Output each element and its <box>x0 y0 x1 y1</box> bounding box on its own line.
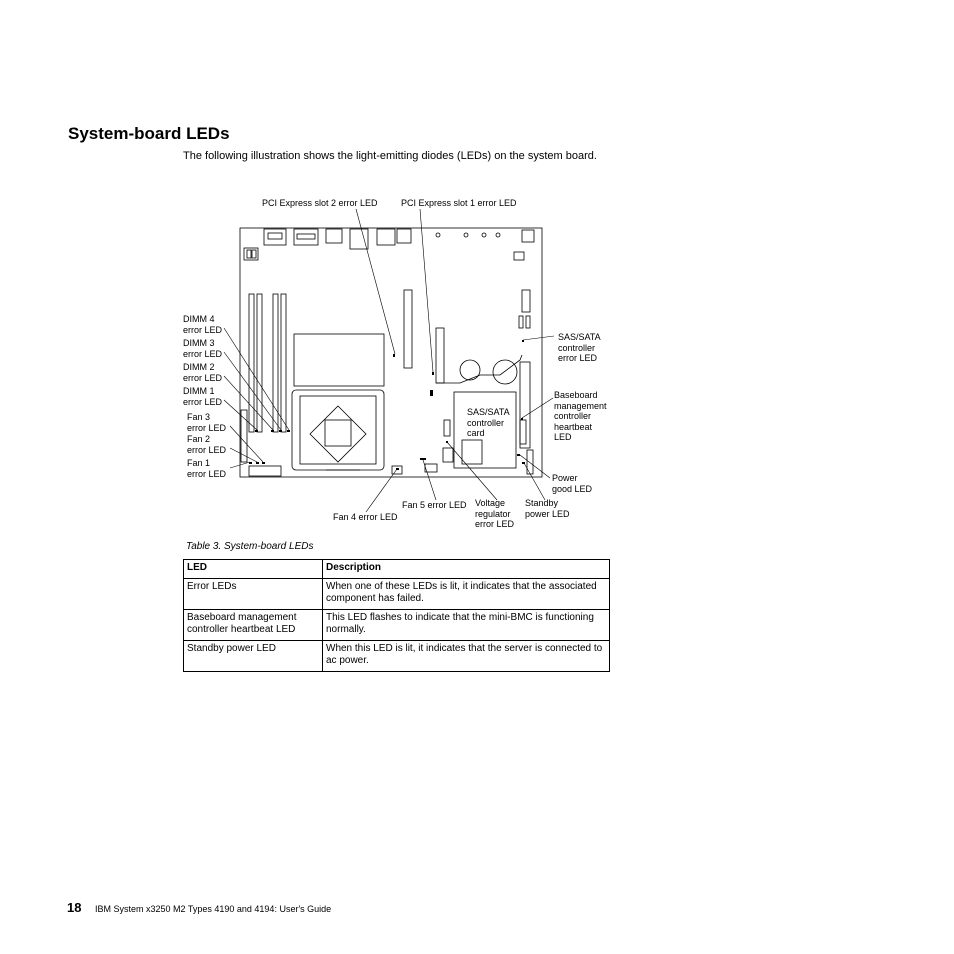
callout-dimm-1-error-led: DIMM 1 error LED <box>183 386 223 407</box>
footer-text: IBM System x3250 M2 Types 4190 and 4194: User's Guide <box>95 904 332 914</box>
cell-description: When this LED is lit, it indicates that the server is connected to ac power. <box>323 640 610 671</box>
callout-fan-4-error-led: Fan 4 error LED <box>333 512 398 522</box>
callout-dimm-3-error-led: DIMM 3 error LED <box>183 338 223 359</box>
callout-fan-2-error-led: Fan 2 error LED <box>187 434 227 455</box>
section-title: System-board LEDs <box>68 124 230 143</box>
callout-voltage-regulator-error-led: Voltage regulator error LED <box>475 498 515 529</box>
system-board-leds-table <box>183 559 610 672</box>
callout-pci-slot-1-error-led: PCI Express slot 1 error LED <box>401 198 517 208</box>
callout-dimm-2-error-led: DIMM 2 error LED <box>183 362 223 383</box>
callout-fan-3-error-led: Fan 3 error LED <box>187 412 227 433</box>
table-header-row <box>184 560 610 579</box>
table-row <box>184 578 610 609</box>
callout-standby-power-led: Standby power LED <box>525 498 570 519</box>
cell-led: Baseboard management controller heartbeat LED <box>184 609 323 640</box>
header-description: Description <box>323 560 610 579</box>
callout-sas-sata-controller-card: SAS/SATA controller card <box>467 407 510 438</box>
callout-fan-1-error-led: Fan 1 error LED <box>187 458 227 479</box>
callout-fan-5-error-led: Fan 5 error LED <box>402 500 467 510</box>
callout-sas-sata-controller-error-led: SAS/SATA controller error LED <box>558 332 601 363</box>
callout-dimm-4-error-led: DIMM 4 error LED <box>183 314 223 335</box>
header-led: LED <box>184 560 323 579</box>
cell-description: This LED flashes to indicate that the mini-BMC is functioning normally. <box>323 609 610 640</box>
callout-pci-slot-2-error-led: PCI Express slot 2 error LED <box>262 198 378 208</box>
intro-paragraph: The following illustration shows the light-emitting diodes (LEDs) on the system board. <box>183 150 597 162</box>
callout-power-good-led: Power good LED <box>552 473 593 494</box>
table-row <box>184 640 610 671</box>
callout-bmc-heartbeat-led: Baseboard management controller heartbeat LED <box>554 390 607 442</box>
cell-led: Standby power LED <box>184 640 323 671</box>
page-number: 18 <box>67 900 82 915</box>
cell-description: When one of these LEDs is lit, it indicates that the associated component has failed. <box>323 578 610 609</box>
table-caption: Table 3. System-board LEDs <box>186 541 314 552</box>
cell-led: Error LEDs <box>184 578 323 609</box>
table-row <box>184 609 610 640</box>
